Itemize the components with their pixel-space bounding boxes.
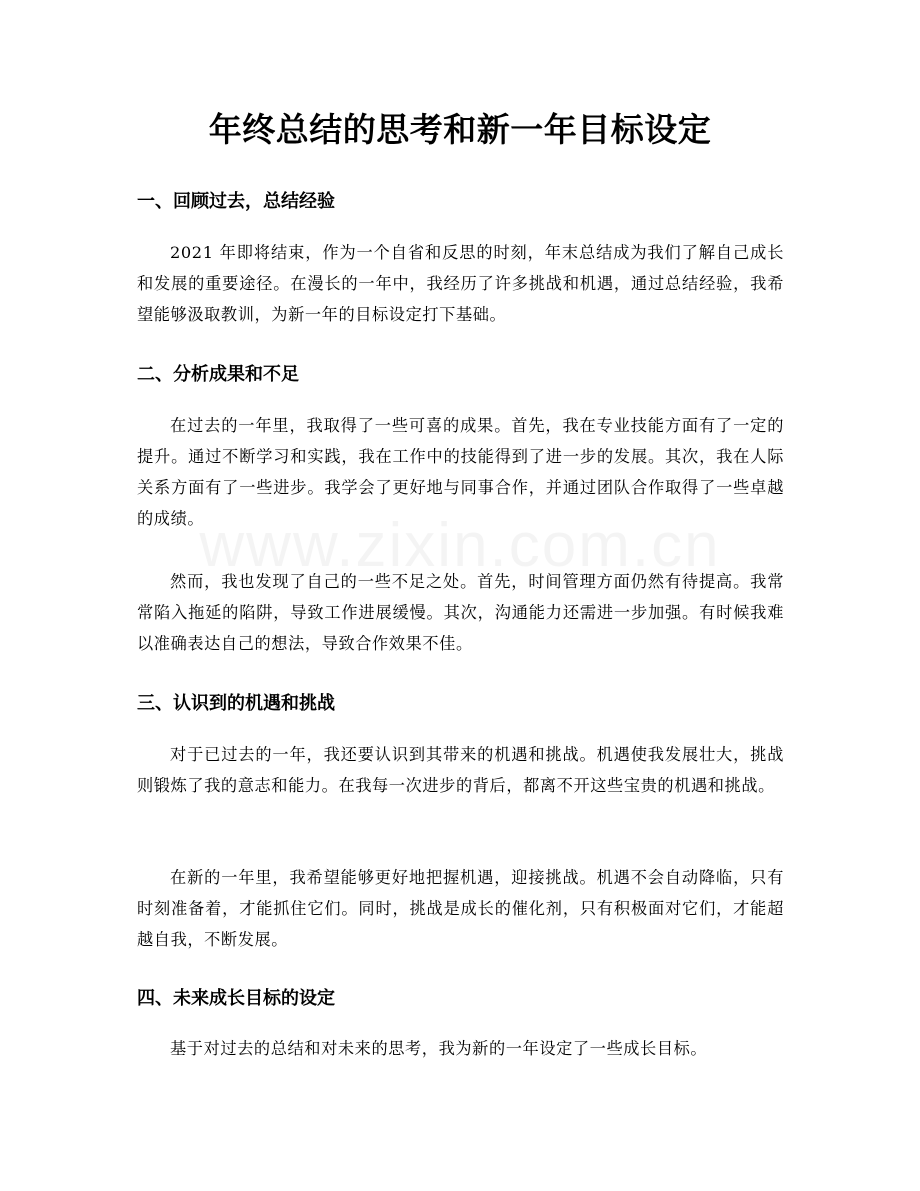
paragraph-review-1: 2021 年即将结束，作为一个自省和反思的时刻，年末总结成为我们了解自己成长和发展的重要途径。在漫长的一年中，我经历了许多挑战和机遇，通过总结经验，我希望能够汲取教训，为新一年的目标设定打下基础。 <box>137 243 784 324</box>
paragraph-analysis-2: 然而，我也发现了自己的一些不足之处。首先，时间管理方面仍然有待提高。我常常陷入拖延的陷阱，导致工作进展缓慢。其次，沟通能力还需进一步加强。有时候我难以准确表达自己的想法，导致合作效果不佳。 <box>137 572 784 653</box>
paragraph-analysis-1: 在过去的一年里，我取得了一些可喜的成果。首先，我在专业技能方面有了一定的提升。通过不断学习和实践，我在工作中的技能得到了进一步的发展。其次，我在人际关系方面有了一些进步。我学会了更好地与同事合作，并通过团队合作取得了一些卓越的成绩。 <box>137 416 784 528</box>
paragraph-opportunities-1: 对于已过去的一年，我还要认识到其带来的机遇和挑战。机遇使我发展壮大，挑战则锻炼了我的意志和能力。在我每一次进步的背后，都离不开这些宝贵的机遇和挑战。 <box>137 745 784 795</box>
section-heading-analysis: 二、分析成果和不足 <box>137 364 299 385</box>
paragraph-goals-1: 基于对过去的总结和对未来的思考，我为新的一年设定了一些成长目标。 <box>170 1039 708 1058</box>
section-heading-review: 一、回顾过去，总结经验 <box>137 191 335 212</box>
paragraph-opportunities-2: 在新的一年里，我希望能够更好地把握机遇，迎接挑战。机遇不会自动降临，只有时刻准备着，才能抓住它们。同时，挑战是成长的催化剂，只有积极面对它们，才能超越自我，不断发展。 <box>137 868 784 949</box>
document-title: 年终总结的思考和新一年目标设定 <box>208 110 712 149</box>
section-heading-opportunities: 三、认识到的机遇和挑战 <box>137 693 335 714</box>
section-heading-goals: 四、未来成长目标的设定 <box>137 988 335 1009</box>
